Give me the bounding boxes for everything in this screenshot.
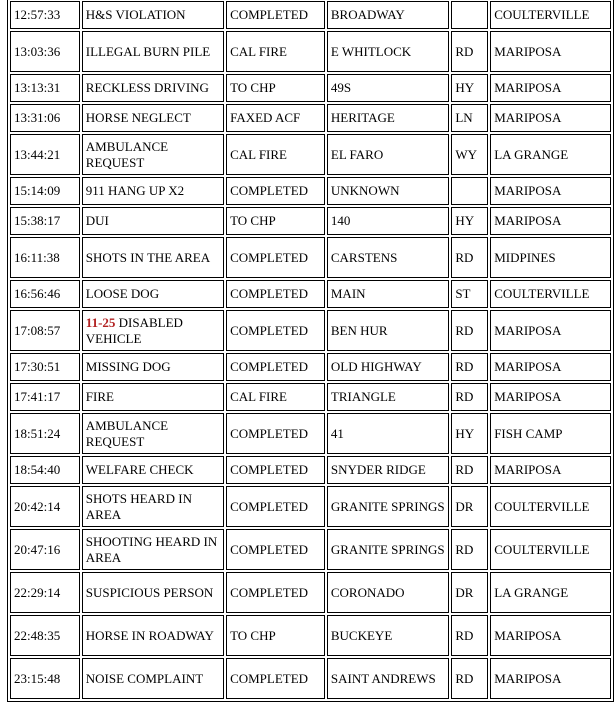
table-row <box>10 31 611 72</box>
city-cell: LA GRANGE <box>490 572 611 613</box>
street-cell: GRANITE SPRINGS <box>327 529 449 570</box>
city-cell: COULTERVILLE <box>490 280 611 308</box>
time-cell: 16:11:38 <box>10 237 80 278</box>
city-cell: MARIPOSA <box>490 31 611 72</box>
street-suffix-cell: HY <box>451 74 488 102</box>
street-cell: HERITAGE <box>327 104 449 132</box>
city-cell: COULTERVILLE <box>490 1 611 29</box>
city-cell: MARIPOSA <box>490 104 611 132</box>
table-row <box>10 486 611 527</box>
street-cell: SNYDER RIDGE <box>327 456 449 484</box>
table-row <box>10 280 611 308</box>
disposition-cell: CAL FIRE <box>226 383 325 411</box>
street-suffix-cell <box>451 177 488 205</box>
street-suffix-cell: RD <box>451 31 488 72</box>
call-type-text: DISABLED VEHICLE <box>85 314 183 346</box>
street-cell: EL FARO <box>327 134 449 175</box>
time-cell: 18:54:40 <box>10 456 80 484</box>
table-row <box>10 353 611 381</box>
street-suffix-cell: WY <box>451 134 488 175</box>
disposition-cell: COMPLETED <box>226 310 325 351</box>
city-cell: FISH CAMP <box>490 413 611 454</box>
street-suffix-cell: RD <box>451 658 488 699</box>
call-log-container <box>7 0 614 702</box>
street-suffix-cell: ST <box>451 280 488 308</box>
disposition-cell: TO CHP <box>226 207 325 235</box>
city-cell: MARIPOSA <box>490 310 611 351</box>
street-cell: CORONADO <box>327 572 449 613</box>
call-type-cell: DUI <box>82 207 224 235</box>
city-cell: MARIPOSA <box>490 207 611 235</box>
disposition-cell: COMPLETED <box>226 237 325 278</box>
street-cell: BEN HUR <box>327 310 449 351</box>
call-type-cell: SHOTS IN THE AREA <box>82 237 224 278</box>
city-cell: LA GRANGE <box>490 134 611 175</box>
call-type-cell: HORSE NEGLECT <box>82 104 224 132</box>
call-type-cell <box>82 310 224 351</box>
time-cell: 15:38:17 <box>10 207 80 235</box>
call-type-cell: AMBULANCE REQUEST <box>82 134 224 175</box>
call-type-cell: SHOOTING HEARD IN AREA <box>82 529 224 570</box>
street-cell: UNKNOWN <box>327 177 449 205</box>
call-type-cell: SUSPICIOUS PERSON <box>82 572 224 613</box>
time-cell: 13:44:21 <box>10 134 80 175</box>
city-cell: MARIPOSA <box>490 383 611 411</box>
disposition-cell: COMPLETED <box>226 658 325 699</box>
street-cell: BUCKEYE <box>327 615 449 656</box>
call-type-cell: NOISE COMPLAINT <box>82 658 224 699</box>
street-cell: E WHITLOCK <box>327 31 449 72</box>
time-cell: 16:56:46 <box>10 280 80 308</box>
disposition-cell: COMPLETED <box>226 572 325 613</box>
city-cell: COULTERVILLE <box>490 486 611 527</box>
street-suffix-cell: RD <box>451 615 488 656</box>
street-suffix-cell: DR <box>451 486 488 527</box>
table-row <box>10 1 611 29</box>
time-cell: 22:29:14 <box>10 572 80 613</box>
street-cell: 41 <box>327 413 449 454</box>
city-cell: MARIPOSA <box>490 74 611 102</box>
time-cell: 20:47:16 <box>10 529 80 570</box>
time-cell: 22:48:35 <box>10 615 80 656</box>
street-suffix-cell: RD <box>451 353 488 381</box>
disposition-cell: COMPLETED <box>226 529 325 570</box>
time-cell: 20:42:14 <box>10 486 80 527</box>
call-type-cell: FIRE <box>82 383 224 411</box>
table-row <box>10 177 611 205</box>
time-cell: 13:03:36 <box>10 31 80 72</box>
call-type-cell: HORSE IN ROADWAY <box>82 615 224 656</box>
city-cell: MARIPOSA <box>490 658 611 699</box>
table-row <box>10 134 611 175</box>
table-row <box>10 658 611 699</box>
call-type-cell: ILLEGAL BURN PILE <box>82 31 224 72</box>
time-cell: 23:15:48 <box>10 658 80 699</box>
street-suffix-cell <box>451 1 488 29</box>
street-suffix-cell: RD <box>451 237 488 278</box>
city-cell: MARIPOSA <box>490 177 611 205</box>
time-cell: 17:08:57 <box>10 310 80 351</box>
street-cell: 49S <box>327 74 449 102</box>
call-type-cell: RECKLESS DRIVING <box>82 74 224 102</box>
disposition-cell: COMPLETED <box>226 280 325 308</box>
street-suffix-cell: RD <box>451 383 488 411</box>
call-type-cell: H&S VIOLATION <box>82 1 224 29</box>
street-suffix-cell: RD <box>451 310 488 351</box>
call-type-cell: AMBULANCE REQUEST <box>82 413 224 454</box>
disposition-cell: COMPLETED <box>226 456 325 484</box>
time-cell: 17:41:17 <box>10 383 80 411</box>
street-cell: TRIANGLE <box>327 383 449 411</box>
table-row <box>10 572 611 613</box>
call-log-table <box>7 0 614 702</box>
time-cell: 15:14:09 <box>10 177 80 205</box>
time-cell: 18:51:24 <box>10 413 80 454</box>
disposition-cell: COMPLETED <box>226 413 325 454</box>
disposition-cell: COMPLETED <box>226 177 325 205</box>
city-cell: COULTERVILLE <box>490 529 611 570</box>
call-code: 11-25 <box>85 314 116 330</box>
street-suffix-cell: RD <box>451 456 488 484</box>
call-type-cell: LOOSE DOG <box>82 280 224 308</box>
city-cell: MIDPINES <box>490 237 611 278</box>
table-row <box>10 237 611 278</box>
time-cell: 13:31:06 <box>10 104 80 132</box>
street-cell: CARSTENS <box>327 237 449 278</box>
street-suffix-cell: HY <box>451 207 488 235</box>
city-cell: MARIPOSA <box>490 456 611 484</box>
time-cell: 13:13:31 <box>10 74 80 102</box>
street-cell: BROADWAY <box>327 1 449 29</box>
table-row <box>10 104 611 132</box>
disposition-cell: COMPLETED <box>226 353 325 381</box>
disposition-cell: TO CHP <box>226 74 325 102</box>
table-row <box>10 456 611 484</box>
street-suffix-cell: RD <box>451 529 488 570</box>
disposition-cell: TO CHP <box>226 615 325 656</box>
street-cell: SAINT ANDREWS <box>327 658 449 699</box>
table-row <box>10 74 611 102</box>
disposition-cell: COMPLETED <box>226 1 325 29</box>
call-type-cell: WELFARE CHECK <box>82 456 224 484</box>
time-cell: 12:57:33 <box>10 1 80 29</box>
disposition-cell: CAL FIRE <box>226 134 325 175</box>
call-log-body <box>10 1 611 699</box>
street-cell: OLD HIGHWAY <box>327 353 449 381</box>
table-row <box>10 615 611 656</box>
disposition-cell: CAL FIRE <box>226 31 325 72</box>
call-type-cell: SHOTS HEARD IN AREA <box>82 486 224 527</box>
call-type-cell: 911 HANG UP X2 <box>82 177 224 205</box>
city-cell: MARIPOSA <box>490 615 611 656</box>
disposition-cell: COMPLETED <box>226 486 325 527</box>
street-suffix-cell: LN <box>451 104 488 132</box>
time-cell: 17:30:51 <box>10 353 80 381</box>
table-row <box>10 207 611 235</box>
table-row <box>10 529 611 570</box>
street-cell: GRANITE SPRINGS <box>327 486 449 527</box>
city-cell: MARIPOSA <box>490 353 611 381</box>
table-row <box>10 413 611 454</box>
call-type-cell: MISSING DOG <box>82 353 224 381</box>
street-cell: MAIN <box>327 280 449 308</box>
street-suffix-cell: HY <box>451 413 488 454</box>
disposition-cell: FAXED ACF <box>226 104 325 132</box>
table-row <box>10 310 611 351</box>
street-suffix-cell: DR <box>451 572 488 613</box>
table-row <box>10 383 611 411</box>
street-cell: 140 <box>327 207 449 235</box>
